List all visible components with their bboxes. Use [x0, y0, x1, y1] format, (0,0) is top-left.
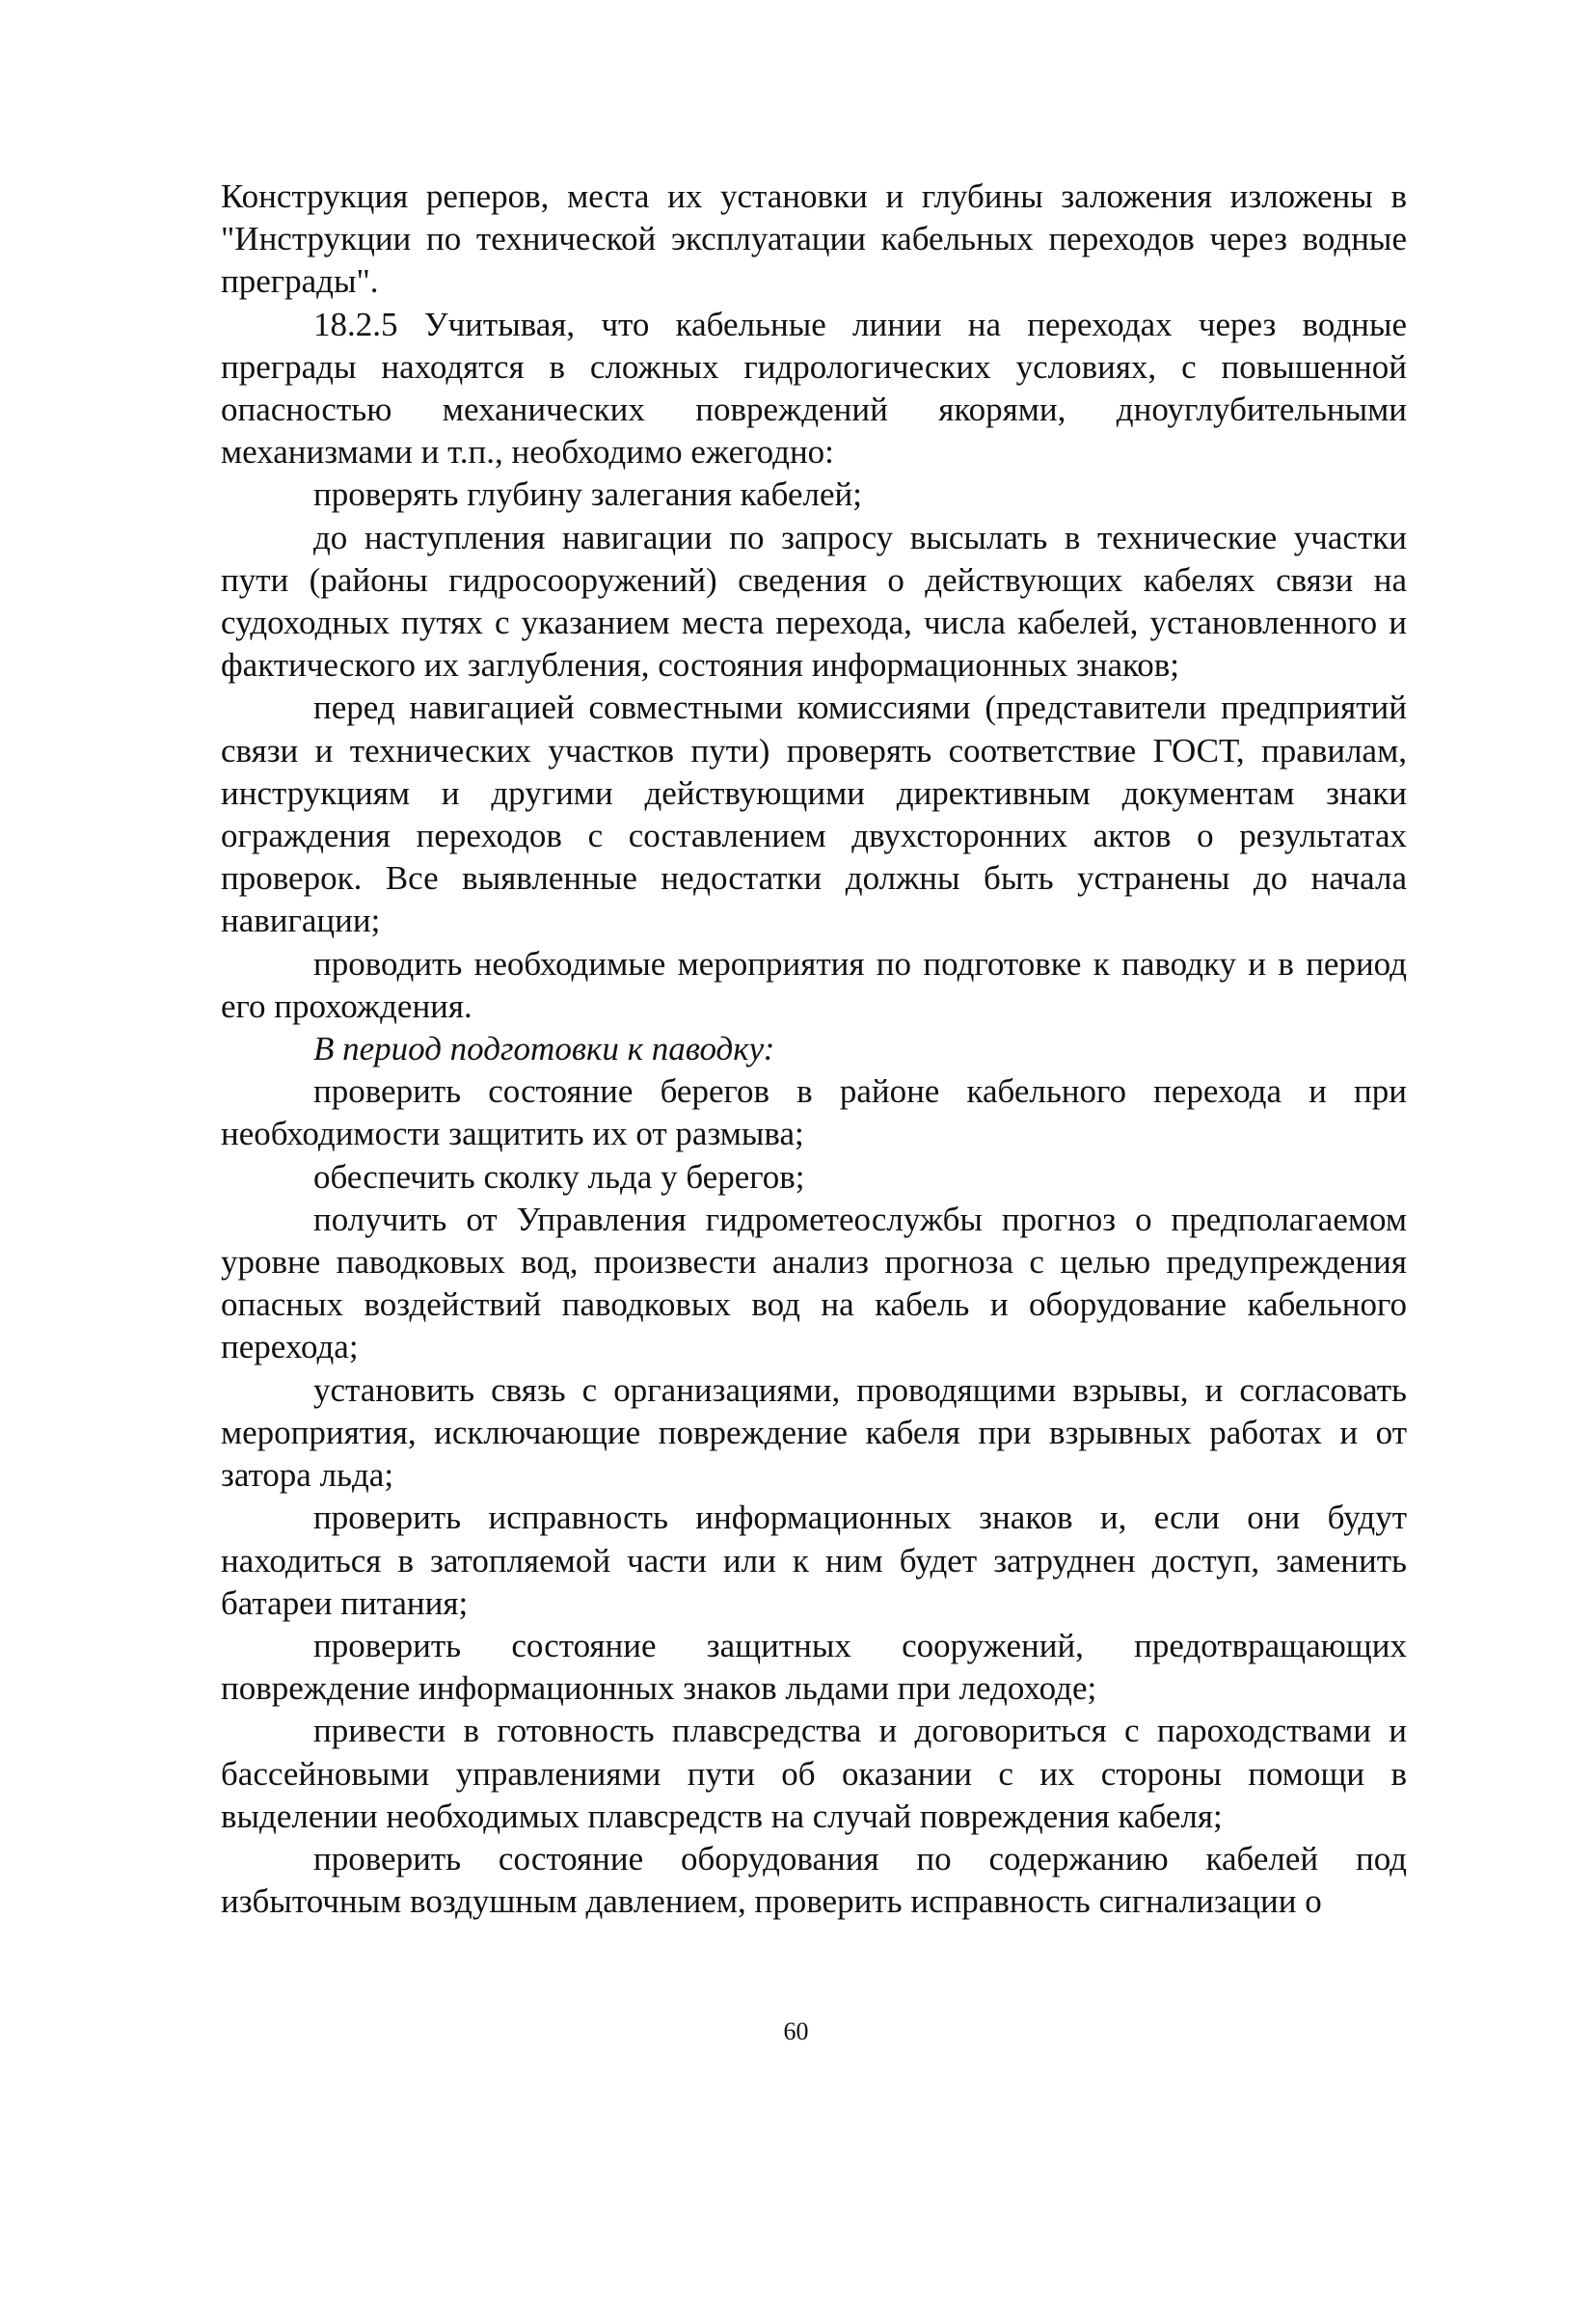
paragraph-1: Конструкция реперов, места их установки и глубины заложения изложены в "Инструкции по технической эксплуатации кабельных переходов через водные преграды".	[221, 177, 1407, 301]
paragraph-8: проверить состояние берегов в районе кабельного перехода и при необходимости защитить их от размыва;	[221, 1072, 1407, 1153]
paragraph-10: получить от Управления гидрометеослужбы прогноз о предполагаемом уровне паводковых вод, произвести анализ прогноза с целью предупреждения опасных воздействий паводковых вод на кабель и оборудование кабельного перехода;	[221, 1200, 1407, 1366]
paragraph-9: обеспечить сколку льда у берегов;	[313, 1157, 805, 1196]
paragraph-14: привести в готовность плавсредства и договориться с пароходствами и бассейновыми управлениями пути об оказании с их стороны помощи в выделении необходимых плавсредств на случай повреждения кабеля;	[221, 1712, 1407, 1835]
paragraph-12: проверить исправность информационных знаков и, если они будут находиться в затопляемой части или к ним будет затруднен доступ, заменить батареи питания;	[221, 1499, 1407, 1622]
paragraph-11: установить связь с организациями, проводящими взрывы, и согласовать мероприятия, исключающие повреждение кабеля при взрывных работах и от затора льда;	[221, 1370, 1407, 1495]
paragraph-2: 18.2.5 Учитывая, что кабельные линии на переходах через водные преграды находятся в сложных гидрологических условиях, с повышенной опасностью механических повреждений якорями, дноуглубительными механизмами и т.п., необходимо ежегодно:	[221, 305, 1407, 472]
page-number: 60	[783, 2017, 809, 2045]
paragraph-15: проверить состояние оборудования по содержанию кабелей под избыточным воздушным давлением, проверить исправность сигнализации о	[221, 1839, 1407, 1921]
paragraph-7-italic-heading: В период подготовки к паводку:	[313, 1030, 775, 1068]
body-text	[221, 176, 1407, 1923]
paragraph-3: проверять глубину залегания кабелей;	[313, 475, 863, 514]
paragraph-4: до наступления навигации по запросу высылать в технические участки пути (районы гидросооружений) сведения о действующих кабелях связи на судоходных путях с указанием места перехода, числа кабелей, установленного и фактического их заглубления, состояния информационных знаков;	[221, 518, 1407, 685]
paragraph-13: проверить состояние защитных сооружений, предотвращающих повреждение информационных знаков льдами при ледоходе;	[221, 1626, 1407, 1708]
paragraph-5: перед навигацией совместными комиссиями (представители предприятий связи и технических участков пути) проверять соответствие ГОСТ, правилам, инструкциям и другими действующими директивным документам знаки ограждения переходов с составлением двухсторонних актов о результатах проверок. Все выявленные недостатки должны быть устранены до начала навигации;	[221, 689, 1407, 940]
paragraph-6: проводить необходимые мероприятия по подготовке к паводку и в период его прохождения.	[221, 944, 1407, 1025]
